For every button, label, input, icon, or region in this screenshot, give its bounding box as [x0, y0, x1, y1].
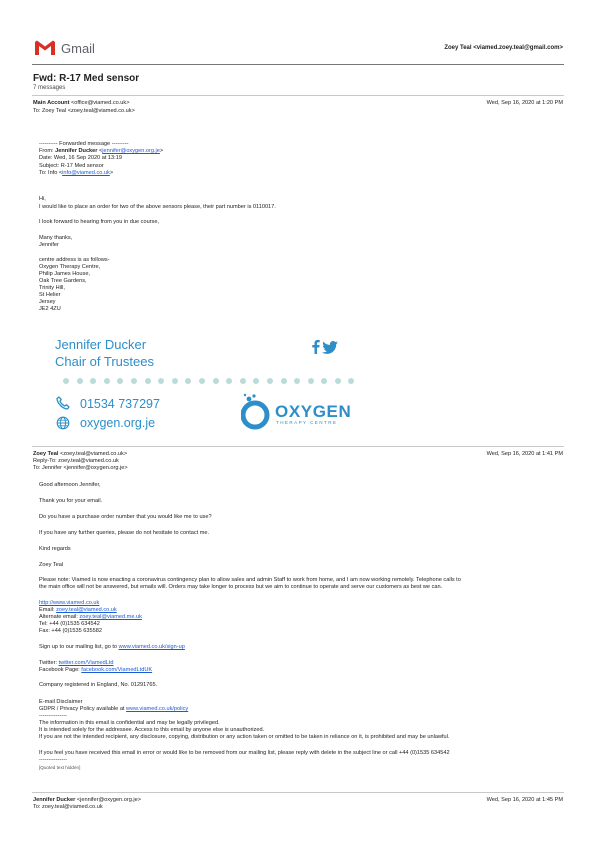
removal-line: If you feel you have received this email in error or would like to be removed from our mailing list, please reply with delete in the subject line or call +44 (0)1535 634542: [39, 750, 450, 756]
email-line: Email: zoey.teal@viamed.co.uk: [39, 607, 117, 613]
divider: [32, 792, 564, 793]
message-recipient: To: zoey.teal@viamed.co.uk: [33, 804, 103, 810]
body-line: the main office will not be answered, but emails will. Orders may take longer to process but we aim to continue to operate and serve our customers as best we can.: [39, 584, 443, 590]
email-link[interactable]: zoey.teal@viamed.co.uk: [56, 607, 117, 613]
confidential-line: If you are not the intended recipient, any disclosure, copying, distribution or any action taken or omitted to be taken in reliance on it, is prohibited and may be unlawful.: [39, 734, 450, 740]
address-line: Oak Tree Gardens,: [39, 278, 87, 284]
body-line: Thank you for your email.: [39, 498, 103, 504]
confidential-line: It is intended solely for the addressee. Access to this email by anyone else is unauthorized.: [39, 727, 265, 733]
body-line: If you have any further queries, please do not hesitate to contact me.: [39, 530, 210, 536]
mailing-link[interactable]: www.viamed.co.uk/sign-up: [118, 644, 185, 650]
phone-icon: [56, 396, 70, 415]
website-link[interactable]: http://www.viamed.co.uk: [39, 600, 100, 606]
alt-email-link[interactable]: zoey.teal@viamed.me.uk: [79, 614, 142, 620]
body-line: I look forward to hearing from you in due course,: [39, 219, 160, 225]
message-count: 7 messages: [33, 85, 66, 91]
message-sender[interactable]: [33, 451, 127, 457]
thread-subject: Fwd: R-17 Med sensor: [33, 73, 140, 84]
forwarded-subject: Subject: R-17 Med sensor: [39, 163, 104, 169]
body-line: Zoey Teal: [39, 562, 64, 568]
forwarded-to: To: Info <info@viamed.co.uk>: [39, 170, 114, 176]
twitter-link[interactable]: twitter.com/ViamedLtd: [58, 660, 114, 666]
gdpr-link[interactable]: www.viamed.co.uk/policy: [126, 706, 189, 712]
facebook-icon[interactable]: [311, 339, 320, 359]
facebook-link[interactable]: facebook.com/ViamedLtdUK: [81, 667, 153, 673]
sender-email: <zoey.teal@viamed.co.uk>: [59, 451, 128, 457]
fax-line: Fax: +44 (0)1535 635582: [39, 628, 102, 634]
dash-line: ---------------: [39, 713, 67, 719]
oxygen-logo-icon: [241, 393, 275, 436]
message-sender[interactable]: [33, 797, 141, 803]
forwarded-from-email-link[interactable]: jennifer@oxygen.org.je: [102, 148, 160, 154]
message-date: Wed, Sep 16, 2020 at 1:41 PM: [486, 451, 563, 457]
body-line: Jennifer: [39, 242, 59, 248]
address-line: centre address is as follows-: [39, 257, 110, 263]
confidential-line: The information in this email is confidential and may be legally privileged.: [39, 720, 220, 726]
facebook-line: Facebook Page: facebook.com/ViamedLtdUK: [39, 667, 153, 673]
message-recipient: To: Jennifer <jennifer@oxygen.org.je>: [33, 465, 128, 471]
forwarded-from-name: Jennifer Ducker: [55, 148, 98, 154]
oxygen-logo-word: OXYGEN: [275, 402, 352, 421]
message-date: Wed, Sep 16, 2020 at 1:20 PM: [486, 100, 563, 106]
body-line: Please note: Viamed is now enacting a coronavirus contingency plan to allow sales and admin Staff to work from home, and I am now working remotely. Telephone calls to: [39, 577, 461, 583]
divider: [32, 446, 564, 447]
signature-title: Chair of Trustees: [55, 354, 154, 369]
sender-email: <office@viamed.co.uk>: [71, 100, 130, 106]
message-recipient: To: Zoey Teal <zoey.teal@viamed.co.uk>: [33, 108, 135, 114]
divider: [32, 95, 564, 96]
body-line: Hi,: [39, 196, 46, 202]
globe-icon: [56, 416, 70, 435]
body-line: I would like to place an order for two of the above sensors please, their part number is 0110017.: [39, 204, 276, 210]
signature-website-link[interactable]: oxygen.org.je: [80, 416, 156, 430]
message-reply-to: Reply-To: zoey.teal@viamed.co.uk: [33, 458, 119, 464]
quoted-text-toggle[interactable]: [Quoted text hidden]: [39, 765, 81, 770]
sender-name: Jennifer Ducker: [33, 797, 76, 803]
sender-name: Main Account: [33, 100, 70, 106]
gdpr-line: GDPR / Privacy Policy available at www.viamed.co.uk/policy: [39, 706, 189, 712]
mailing-line: Sign up to our mailing list, go to www.viamed.co.uk/sign-up: [39, 644, 185, 650]
signature-phone: 01534 737297: [80, 397, 160, 411]
app-name: Gmail: [61, 41, 95, 56]
address-line: Oxygen Therapy Centre,: [39, 264, 101, 270]
account-email: Zoey Teal <viamed.zoey.teal@gmail.com>: [444, 45, 563, 51]
forwarded-header: ---------- Forwarded message ---------: [39, 141, 129, 147]
address-line: Trinity Hill,: [39, 285, 65, 291]
signature-dots-divider: [63, 378, 354, 384]
body-line: Good afternoon Jennifer,: [39, 482, 101, 488]
twitter-icon[interactable]: [322, 341, 338, 359]
body-line: Do you have a purchase order number that you would like me to use?: [39, 514, 212, 520]
address-line: Philip James House,: [39, 271, 90, 277]
gmail-logo-icon: [34, 40, 56, 60]
header-divider: [32, 64, 564, 65]
dash-line: ---------------: [39, 757, 67, 763]
body-line: Kind regards: [39, 546, 71, 552]
sender-name: Zoey Teal: [33, 451, 59, 457]
address-line: Jersey: [39, 299, 56, 305]
twitter-line: Twitter: twitter.com/ViamedLtd: [39, 660, 114, 666]
address-line: JE2 4ZU: [39, 306, 61, 312]
sender-email: <jennifer@oxygen.org.je>: [76, 797, 141, 803]
signature-name: Jennifer Ducker: [55, 337, 147, 352]
address-line: St Helier: [39, 292, 61, 298]
tel-line: Tel: +44 (0)1535 634542: [39, 621, 100, 627]
company-line: Company registered in England, No. 01291765.: [39, 682, 158, 688]
body-line: Many thanks,: [39, 235, 73, 241]
message-sender[interactable]: [33, 100, 129, 106]
oxygen-logo-subtitle: THERAPY CENTRE: [276, 420, 338, 425]
forwarded-to-email-link[interactable]: info@viamed.co.uk: [62, 170, 110, 176]
forwarded-date: Date: Wed, 16 Sep 2020 at 13:19: [39, 155, 122, 161]
forwarded-from: From: Jennifer Ducker <jennifer@oxygen.org.je>: [39, 148, 164, 154]
disclaimer-heading: E-mail Disclaimer: [39, 699, 83, 705]
message-date: Wed, Sep 16, 2020 at 1:45 PM: [486, 797, 563, 803]
alt-email-line: Alternate email: zoey.teal@viamed.me.uk: [39, 614, 142, 620]
